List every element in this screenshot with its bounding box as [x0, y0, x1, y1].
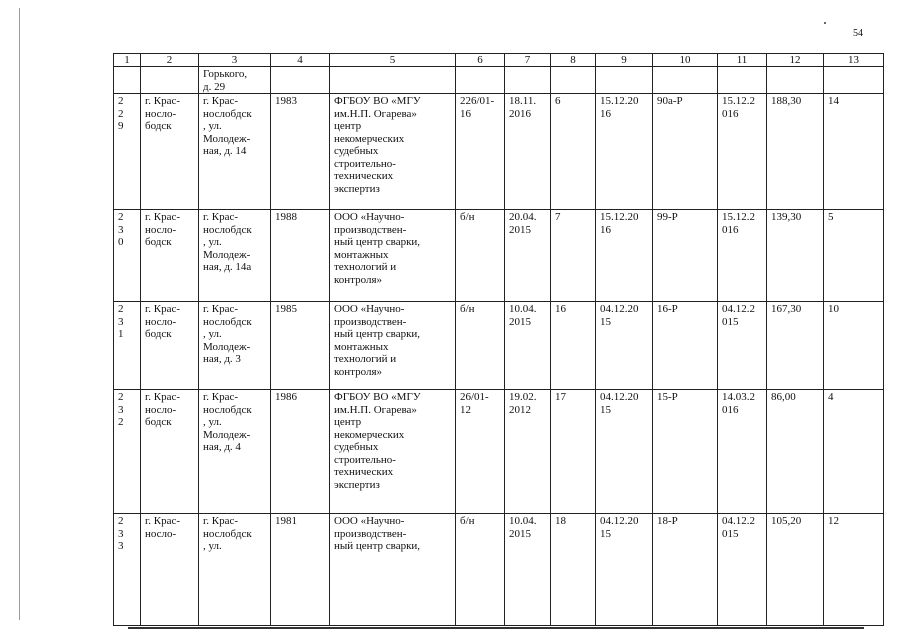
cell-text: 7 — [555, 211, 561, 223]
table-cell-col-9 — [596, 94, 653, 210]
cell-text: 90а-Р — [657, 95, 683, 107]
table-cell-col-10 — [653, 390, 718, 514]
table-cell-col-7 — [505, 67, 551, 94]
table-cell-col-9 — [596, 67, 653, 94]
cell-text: 4 — [828, 391, 834, 403]
column-header-11: 11 — [718, 54, 767, 67]
cell-text: 2 2 9 — [118, 95, 124, 132]
table-cell-col-7 — [505, 94, 551, 210]
cell-text: г. Крас- носло- бодск — [145, 95, 181, 132]
table-cell-col-8 — [551, 67, 596, 94]
table-cell-col-6 — [456, 210, 505, 302]
column-header-10: 10 — [653, 54, 718, 67]
cell-text: г. Крас- носло- бодск — [145, 391, 181, 428]
table-cell-col-6 — [456, 67, 505, 94]
cell-text: 04.12.2 015 — [722, 303, 755, 328]
table-cell-col-9 — [596, 302, 653, 390]
cell-text: 2 3 0 — [118, 211, 124, 248]
column-header-5: 5 — [330, 54, 456, 67]
column-header-3: 3 — [199, 54, 271, 67]
cell-text: 04.12.2 015 — [722, 515, 755, 540]
table-cell-col-7 — [505, 514, 551, 626]
cell-text: 226/01- 16 — [460, 95, 495, 120]
table-cell-col-2 — [141, 390, 199, 514]
column-header-8: 8 — [551, 54, 596, 67]
table-cell-col-5 — [330, 514, 456, 626]
table-body — [114, 67, 884, 626]
table-cell-col-12 — [767, 514, 824, 626]
table-cell-col-6 — [456, 514, 505, 626]
table-cell-col-3 — [199, 390, 271, 514]
cell-text: г. Крас- нослобдск , ул. Молодеж- ная, д. 4 — [203, 391, 252, 453]
column-header-1: 1 — [114, 54, 141, 67]
table-cell-col-1 — [114, 302, 141, 390]
table-cell-col-3 — [199, 514, 271, 626]
table-cell-col-8 — [551, 302, 596, 390]
cell-text: г. Крас- носло- бодск — [145, 211, 181, 248]
table-cell-col-5 — [330, 390, 456, 514]
column-header-12: 12 — [767, 54, 824, 67]
column-header-4: 4 — [271, 54, 330, 67]
cell-text: 2 3 2 — [118, 391, 124, 428]
cell-text: 15.12.2 016 — [722, 211, 755, 236]
page-number: 54 — [853, 28, 863, 39]
column-header-9: 9 — [596, 54, 653, 67]
table-cell-col-11 — [718, 302, 767, 390]
cell-text: 16-Р — [657, 303, 678, 315]
table-cell-col-8 — [551, 390, 596, 514]
column-header-2: 2 — [141, 54, 199, 67]
table-cell-col-9 — [596, 210, 653, 302]
cell-text: г. Крас- нослобдск , ул. Молодеж- ная, д. 14а — [203, 211, 252, 273]
cell-text: 2 3 1 — [118, 303, 124, 340]
cell-text: 18.11. 2016 — [509, 95, 537, 120]
table-cell-col-4 — [271, 210, 330, 302]
cell-text: ООО «Научно- производствен- ный центр сварки, — [334, 515, 421, 552]
table-row — [114, 514, 884, 626]
table-cell-col-13 — [824, 210, 884, 302]
table-cell-col-11 — [718, 210, 767, 302]
cell-text: 20.04. 2015 — [509, 211, 537, 236]
table-cell-col-2 — [141, 514, 199, 626]
table-cell-col-2 — [141, 302, 199, 390]
cell-text: 04.12.20 15 — [600, 391, 639, 416]
table-cell-col-4 — [271, 390, 330, 514]
table-cell-col-8 — [551, 94, 596, 210]
table-cell-col-2 — [141, 94, 199, 210]
table-cell-col-10 — [653, 67, 718, 94]
table-cell-col-11 — [718, 390, 767, 514]
table-cell-col-3 — [199, 94, 271, 210]
cell-text: ФГБОУ ВО «МГУ им.Н.П. Огарева» центр некомерческих судебных строительно- технических экспертиз — [334, 391, 421, 491]
cell-text: 6 — [555, 95, 561, 107]
cell-text: б/н — [460, 303, 475, 315]
table-cell-col-8 — [551, 514, 596, 626]
table-cell-col-1 — [114, 390, 141, 514]
table-cell-col-6 — [456, 390, 505, 514]
header-row — [114, 54, 884, 67]
table-cell-col-11 — [718, 514, 767, 626]
table-row — [114, 67, 884, 94]
cell-text: 16 — [555, 303, 566, 315]
table-cell-col-10 — [653, 302, 718, 390]
table-cell-col-13 — [824, 67, 884, 94]
table-cell-col-5 — [330, 302, 456, 390]
table-cell-col-1 — [114, 514, 141, 626]
table-cell-col-3 — [199, 302, 271, 390]
cell-text: г. Крас- носло- бодск — [145, 303, 181, 340]
table-cell-col-5 — [330, 67, 456, 94]
cell-text: 105,20 — [771, 515, 802, 527]
cell-text: 15.12.20 16 — [600, 211, 639, 236]
cell-text: г. Крас- нослобдск , ул. — [203, 515, 252, 552]
cell-text: 15.12.20 16 — [600, 95, 639, 120]
cell-text: 167,30 — [771, 303, 802, 315]
table-cell-col-13 — [824, 94, 884, 210]
table-cell-col-6 — [456, 94, 505, 210]
table-cell-col-13 — [824, 390, 884, 514]
cell-text: ФГБОУ ВО «МГУ им.Н.П. Огарева» центр некомерческих судебных строительно- технических экспертиз — [334, 95, 421, 195]
cell-text: ООО «Научно- производствен- ный центр сварки, монтажных технологий и контроля» — [334, 303, 421, 378]
cell-text: 15-Р — [657, 391, 678, 403]
cell-text: г. Крас- носло- — [145, 515, 181, 540]
table-cell-col-13 — [824, 302, 884, 390]
table-cell-col-11 — [718, 67, 767, 94]
cell-text: г. Крас- нослобдск , ул. Молодеж- ная, д. 14 — [203, 95, 252, 157]
table-cell-col-4 — [271, 514, 330, 626]
cell-text: 10.04. 2015 — [509, 515, 537, 540]
cell-text: 14 — [828, 95, 839, 107]
cell-text: 1981 — [275, 515, 297, 527]
cell-text: 10 — [828, 303, 839, 315]
cell-text: 14.03.2 016 — [722, 391, 755, 416]
cell-text: 26/01- 12 — [460, 391, 489, 416]
scan-speck — [824, 22, 826, 24]
table-cell-col-4 — [271, 94, 330, 210]
footer-rule — [128, 627, 864, 629]
table-cell-col-12 — [767, 67, 824, 94]
table-cell-col-3 — [199, 67, 271, 94]
table-cell-col-4 — [271, 67, 330, 94]
table-cell-col-3 — [199, 210, 271, 302]
cell-text: 04.12.20 15 — [600, 303, 639, 328]
table-cell-col-9 — [596, 390, 653, 514]
table-row — [114, 94, 884, 210]
cell-text: 10.04. 2015 — [509, 303, 537, 328]
table-cell-col-5 — [330, 210, 456, 302]
cell-text: ООО «Научно- производствен- ный центр сварки, монтажных технологий и контроля» — [334, 211, 421, 286]
table-cell-col-10 — [653, 94, 718, 210]
table-cell-col-8 — [551, 210, 596, 302]
table-cell-col-10 — [653, 514, 718, 626]
cell-text: б/н — [460, 515, 475, 527]
column-header-7: 7 — [505, 54, 551, 67]
table-cell-col-10 — [653, 210, 718, 302]
table-cell-col-1 — [114, 210, 141, 302]
table-cell-col-7 — [505, 302, 551, 390]
cell-text: г. Крас- нослобдск , ул. Молодеж- ная, д. 3 — [203, 303, 252, 365]
cell-text: 15.12.2 016 — [722, 95, 755, 120]
table-cell-col-7 — [505, 210, 551, 302]
cell-text: 188,30 — [771, 95, 802, 107]
cell-text: Горького, д. 29 — [203, 68, 248, 93]
table-cell-col-4 — [271, 302, 330, 390]
cell-text: 19.02. 2012 — [509, 391, 537, 416]
cell-text: 18 — [555, 515, 566, 527]
table-cell-col-6 — [456, 302, 505, 390]
cell-text: 12 — [828, 515, 839, 527]
table-cell-col-2 — [141, 67, 199, 94]
cell-text: 04.12.20 15 — [600, 515, 639, 540]
table-cell-col-12 — [767, 210, 824, 302]
scan-left-edge-line — [19, 8, 20, 620]
table-cell-col-7 — [505, 390, 551, 514]
table-cell-col-12 — [767, 94, 824, 210]
table-cell-col-12 — [767, 390, 824, 514]
table-row — [114, 210, 884, 302]
table-cell-col-2 — [141, 210, 199, 302]
table-cell-col-9 — [596, 514, 653, 626]
cell-text: 1988 — [275, 211, 297, 223]
cell-text: 1985 — [275, 303, 297, 315]
table-cell-col-5 — [330, 94, 456, 210]
column-header-13: 13 — [824, 54, 884, 67]
table-cell-col-1 — [114, 94, 141, 210]
cell-text: 18-Р — [657, 515, 678, 527]
cell-text: 86,00 — [771, 391, 796, 403]
cell-text: 2 3 3 — [118, 515, 124, 552]
column-header-6: 6 — [456, 54, 505, 67]
cell-text: 5 — [828, 211, 834, 223]
cell-text: 17 — [555, 391, 566, 403]
cell-text: б/н — [460, 211, 475, 223]
cell-text: 1983 — [275, 95, 297, 107]
cell-text: 99-Р — [657, 211, 678, 223]
register-table — [113, 53, 884, 626]
table-row — [114, 302, 884, 390]
table-cell-col-1 — [114, 67, 141, 94]
table-cell-col-13 — [824, 514, 884, 626]
table-row — [114, 390, 884, 514]
table-cell-col-12 — [767, 302, 824, 390]
cell-text: 139,30 — [771, 211, 802, 223]
cell-text: 1986 — [275, 391, 297, 403]
table-cell-col-11 — [718, 94, 767, 210]
